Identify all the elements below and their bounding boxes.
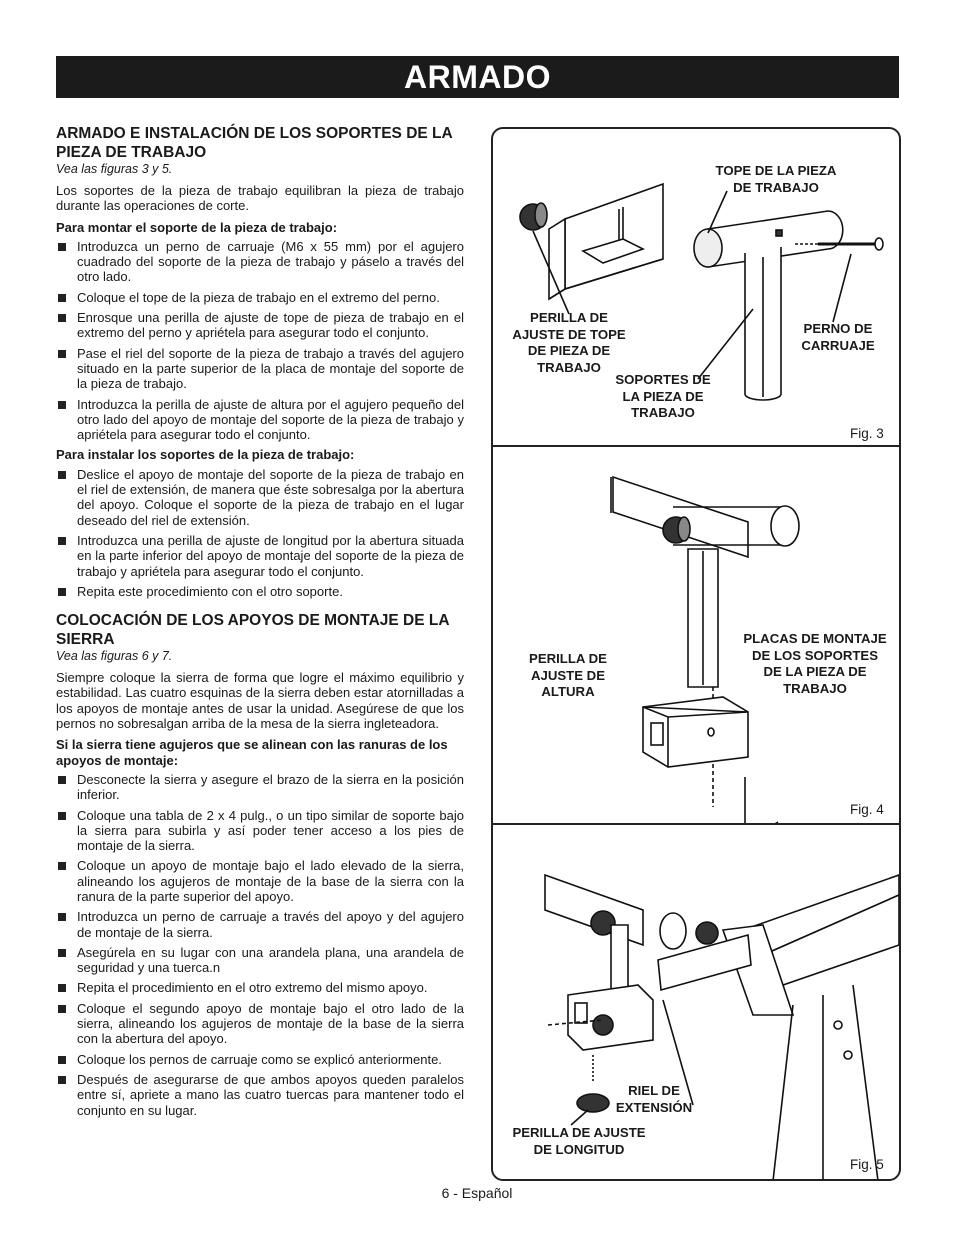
list-item: Repita este procedimiento con el otro soporte.: [56, 584, 464, 599]
section1-install-list: [56, 467, 464, 599]
section2-see-figures: Vea las figuras 6 y 7.: [56, 649, 173, 664]
list-item: Enrosque una perilla de ajuste de tope de pieza de trabajo en el extremo del perno y apriétela para asegurar todo el conjunto.: [56, 310, 464, 341]
fig5-number: Fig. 5: [850, 1157, 884, 1172]
list-item: Introduzca una perilla de ajuste de longitud por la abertura situada en la parte inferior del apoyo de montaje del soporte de la pieza de trabajo y apriétela para asegurar todo el conjunto.: [56, 533, 464, 579]
section2-subheading: Si la sierra tiene agujeros que se alinean con las ranuras de los apoyos de montaje:: [56, 737, 448, 768]
list-item: Coloque los pernos de carruaje como se explicó anteriormente.: [56, 1052, 464, 1067]
page-banner-title: ARMADO: [56, 56, 899, 98]
list-item: Coloque el segundo apoyo de montaje bajo el otro lado de la sierra, alineando los agujeros de montaje de la base de la sierra con la abertura del apoyo.: [56, 1001, 464, 1047]
section1-intro: Los soportes de la pieza de trabajo equilibran la pieza de trabajo durante las operaciones de corte.: [56, 183, 464, 214]
text-column: [56, 124, 464, 1123]
list-item: Repita el procedimiento en el otro extremo del mismo apoyo.: [56, 980, 464, 995]
fig3-label-soportes: SOPORTES DE LA PIEZA DE TRABAJO: [615, 372, 711, 420]
fig4-label-perilla: PERILLA DE AJUSTE DE ALTURA: [529, 651, 607, 699]
fig3-label-perilla: PERILLA DE AJUSTE DE TOPE DE PIEZA DE TRABAJO: [512, 310, 626, 375]
list-item: Asegúrela en su lugar con una arandela plana, una arandela de seguridad y una tuerca.n: [56, 945, 464, 976]
fig5-label-perilla: PERILLA DE AJUSTE DE LONGITUD: [512, 1125, 646, 1157]
list-item: Introduzca la perilla de ajuste de altura por el agujero pequeño del otro lado del apoyo de montaje del soporte de la pieza de trabajo y apriétela para asegurar todo el conjunto.: [56, 397, 464, 443]
section1-subheading-install: Para instalar los soportes de la pieza de trabajo:: [56, 447, 355, 463]
figures-panel: [491, 127, 901, 1181]
fig3-label-perno: PERNO DE CARRUAJE: [801, 321, 875, 353]
list-item: Pase el riel del soporte de la pieza de trabajo a través del agujero situado en la parte superior de la placa de montaje del soporte de la pieza de trabajo.: [56, 346, 464, 392]
section2-heading: COLOCACIÓN DE LOS APOYOS DE MONTAJE DE LA SIERRA: [56, 612, 449, 649]
list-item: Deslice el apoyo de montaje del soporte de la pieza de trabajo en el riel de extensión, de manera que éste sobresalga por la abertura del apoyo. Coloque el soporte de la pieza de trabajo en el lugar deseado del riel de extensión.: [56, 467, 464, 528]
fig4-number: Fig. 4: [850, 802, 884, 817]
list-item: Coloque un apoyo de montaje bajo el lado elevado de la sierra, alineando los agujeros de montaje de la base de la sierra con la ranura de la parte superior del apoyo.: [56, 858, 464, 904]
section2-list: [56, 772, 464, 1118]
section1-subheading-assemble: Para montar el soporte de la pieza de trabajo:: [56, 219, 338, 235]
list-item: Coloque el tope de la pieza de trabajo en el extremo del perno.: [56, 290, 464, 305]
list-item: Coloque una tabla de 2 x 4 pulg., o un tipo similar de soporte bajo la sierra para subirla y así poder tener acceso a los pies de montaje de la sierra.: [56, 808, 464, 854]
section2-intro: Siempre coloque la sierra de forma que logre el máximo equilibrio y estabilidad. Las cuatro esquinas de la sierra deben estar atornilladas a los apoyos de montaje antes de usar la unidad. Asegúrese de que los pernos no sobresalgan arriba de la mesa de la sierra ingleteadora.: [56, 670, 464, 732]
fig5-label-riel: RIEL DE EXTENSIÓN: [615, 1083, 693, 1115]
fig4-label-placas: PLACAS DE MONTAJE DE LOS SOPORTES DE LA PIEZA DE TRABAJO: [743, 631, 887, 696]
section1-assemble-list: [56, 239, 464, 443]
section1-heading: ARMADO E INSTALACIÓN DE LOS SOPORTES DE LA PIEZA DE TRABAJO: [56, 125, 453, 161]
list-item: Introduzca un perno de carruaje (M6 x 55 mm) por el agujero cuadrado del soporte de la pieza de trabajo y páselo a través del otro lado.: [56, 239, 464, 285]
list-item: Después de asegurarse de que ambos apoyos queden paralelos entre sí, apriete a mano las cuatro tuercas para mantener todo el conjunto en su lugar.: [56, 1072, 464, 1118]
page-number: 6 - Español: [441, 1185, 513, 1201]
list-item: Desconecte la sierra y asegure el brazo de la sierra en la posición inferior.: [56, 772, 464, 803]
list-item: Introduzca un perno de carruaje a través del apoyo y del agujero de montaje de la sierra.: [56, 909, 464, 940]
fig3-label-tope: TOPE DE LA PIEZA DE TRABAJO: [715, 163, 837, 195]
fig3-number: Fig. 3: [850, 426, 884, 441]
section1-see-figures: Vea las figuras 3 y 5.: [56, 162, 173, 176]
